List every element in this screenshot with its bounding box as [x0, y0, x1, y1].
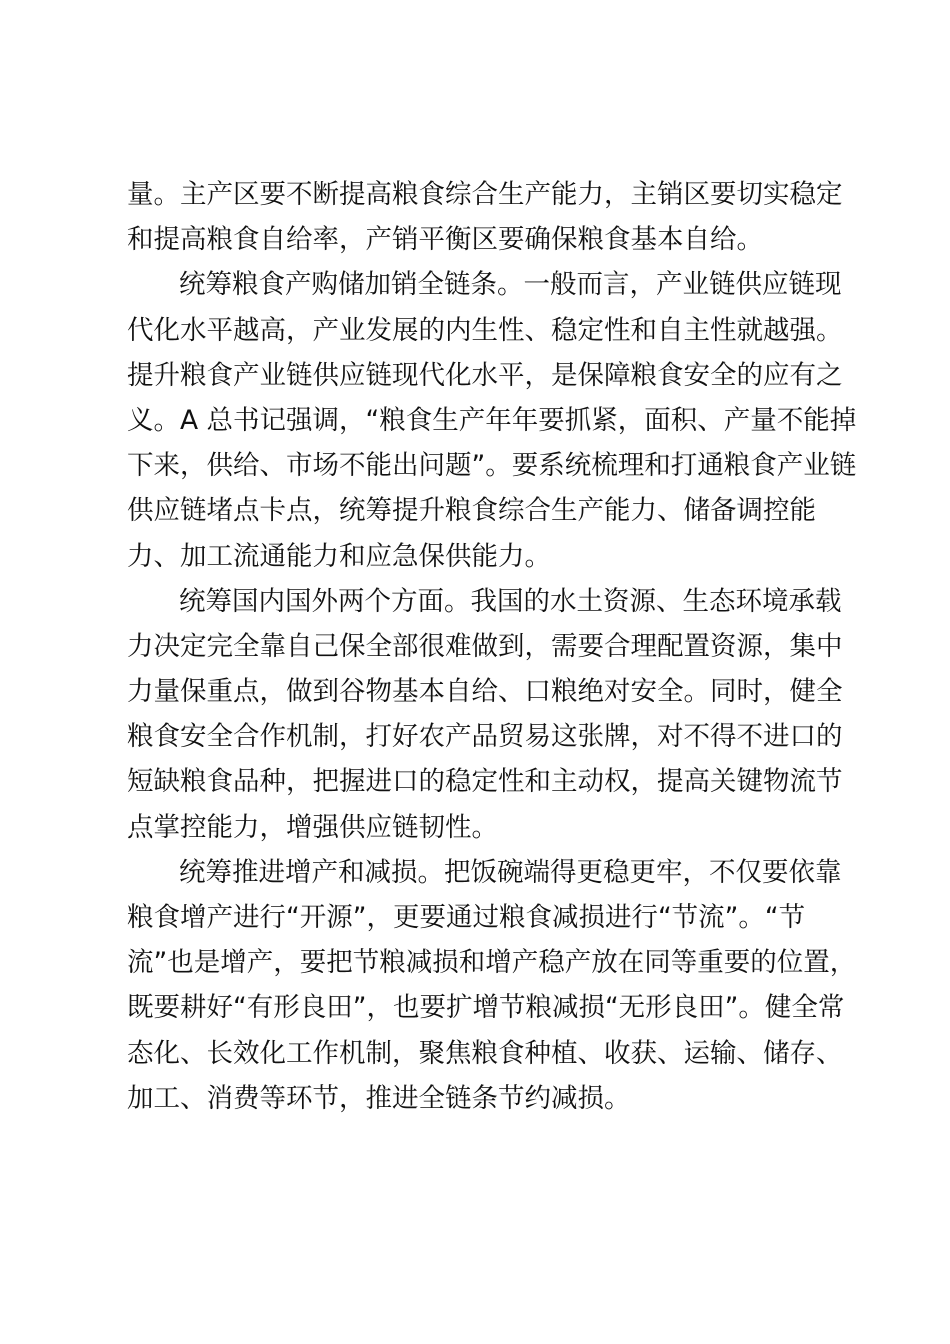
text-line: 量。主产区要不断提高粮食综合生产能力，主销区要切实稳定 [127, 179, 843, 210]
text-line: 下来，供给、市场不能出问题”。要系统梳理和打通粮食产业链 [127, 450, 857, 482]
text-line: 点掌控能力，增强供应链韧性。 [127, 811, 498, 843]
text-line: 代化水平越高，产业发展的内生性、稳定性和自主性就越强。 [127, 314, 843, 346]
text-line: 短缺粮食品种，把握进口的稳定性和主动权，提高关键物流节 [127, 766, 843, 798]
text-line: 和提高粮食自给率，产销平衡区要确保粮食基本自给。 [127, 224, 763, 256]
text-line: 义。A 总书记强调，“粮食生产年年要抓紧，面积、产量不能掉 [127, 404, 857, 436]
text-line: 力决定完全靠自己保全部很难做到，需要合理配置资源，集中 [127, 630, 843, 662]
paragraph-first-line: 统筹国内国外两个方面。我国的水土资源、生态环境承载 [179, 585, 842, 617]
paragraph-first-line: 统筹粮食产购储加销全链条。一般而言，产业链供应链现 [179, 269, 842, 301]
text-line: 粮食安全合作机制，打好农产品贸易这张牌，对不得不进口的 [127, 721, 843, 753]
body-text [127, 172, 857, 1121]
text-line: 既要耕好“有形良田”，也要扩增节粮减损“无形良田”。健全常 [127, 992, 845, 1024]
text-line: 加工、消费等环节，推进全链条节约减损。 [127, 1082, 631, 1114]
paragraph-first-line: 统筹推进增产和减损。把饭碗端得更稳更牢，不仅要依靠 [179, 856, 842, 888]
text-line: 力、加工流通能力和应急保供能力。 [127, 540, 551, 572]
text-line: 粮食增产进行“开源”，更要通过粮食减损进行“节流”。“节 [127, 902, 806, 933]
text-line: 提升粮食产业链供应链现代化水平，是保障粮食安全的应有之 [127, 359, 843, 391]
text-line: 流”也是增产，要把节粮减损和增产稳产放在同等重要的位置， [127, 947, 857, 979]
text-line: 力量保重点，做到谷物基本自给、口粮绝对安全。同时，健全 [127, 676, 843, 708]
text-line: 态化、长效化工作机制，聚焦粮食种植、收获、运输、储存、 [127, 1037, 843, 1069]
text-line: 供应链堵点卡点，统筹提升粮食综合生产能力、储备调控能 [127, 495, 816, 527]
